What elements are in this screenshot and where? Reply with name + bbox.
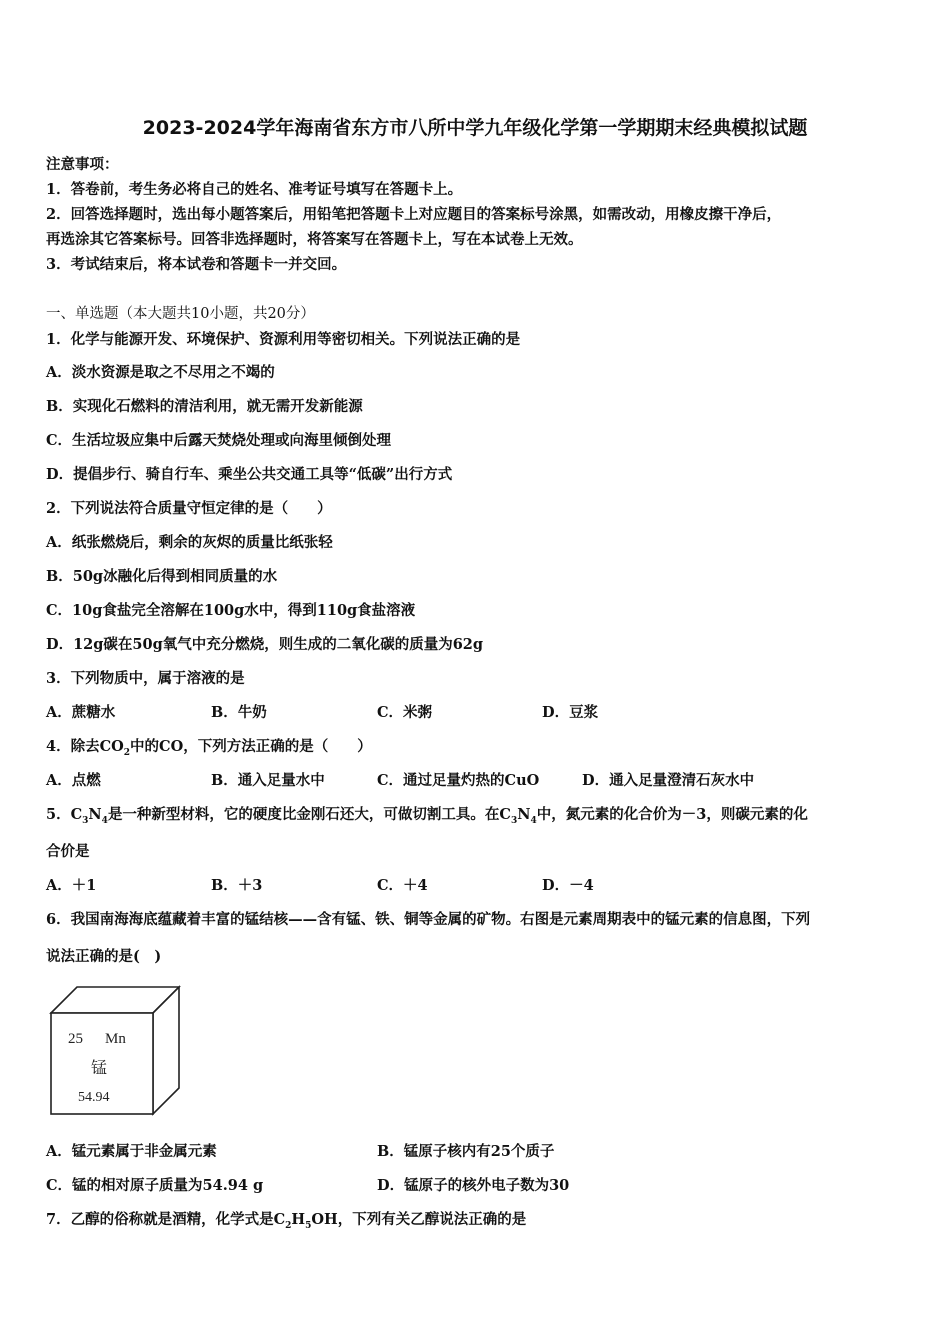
question-4-stem: 4．除去$CO_2$中的CO，下列方法正确的是（ ） bbox=[46, 738, 372, 758]
notice-item: 1．答卷前，考生务必将自己的姓名、准考证号填写在答题卡上。 bbox=[46, 181, 463, 198]
question-2-option-b: B．50g冰融化后得到相同质量的水 bbox=[46, 568, 278, 585]
question-1-option-c: C．生活垃圾应集中后露天焚烧处理或向海里倾倒处理 bbox=[46, 432, 392, 449]
question-3-option-b: B．牛奶 bbox=[211, 704, 267, 721]
question-2-option-a: A．纸张燃烧后，剩余的灰烬的质量比纸张轻 bbox=[46, 534, 333, 551]
notice-item: 再选涂其它答案标号。回答非选择题时，将答案写在答题卡上，写在本试卷上无效。 bbox=[46, 231, 583, 248]
notice-item: 2．回答选择题时，选出每小题答案后，用铅笔把答题卡上对应题目的答案标号涂黑，如需改动，用橡皮擦干净后， bbox=[46, 206, 782, 223]
question-6-option-d: D．锰原子的核外电子数为30 bbox=[377, 1177, 570, 1194]
page-title: 2023-2024学年海南省东方市八所中学九年级化学第一学期期末经典模拟试题 bbox=[142, 117, 808, 139]
element-name: 锰 bbox=[91, 1058, 108, 1077]
question-4-option-d: D．通入足量澄清石灰水中 bbox=[582, 772, 755, 789]
element-atomic-mass: 54.94 bbox=[78, 1090, 110, 1105]
question-5-option-c: C．＋4 bbox=[377, 877, 428, 894]
question-5-stem: 5．$C_3N_4$是一种新型材料，它的硬度比金刚石还大，可做切割工具。在$C_3N_4$中，氮元素的化合价为－3，则碳元素的化 bbox=[46, 806, 808, 826]
question-6-option-a: A．锰元素属于非金属元素 bbox=[46, 1143, 217, 1160]
question-4-option-c: C．通过足量灼热的CuO bbox=[377, 772, 540, 789]
question-7-stem: 7．乙醇的俗称就是酒精，化学式是$C_2H_5OH$，下列有关乙醇说法正确的是 bbox=[46, 1211, 527, 1231]
notice-heading: 注意事项： bbox=[46, 156, 119, 173]
question-1-option-a: A．淡水资源是取之不尽用之不竭的 bbox=[46, 364, 275, 381]
question-6-option-b: B．锰原子核内有25个质子 bbox=[377, 1143, 555, 1160]
question-3-option-c: C．米粥 bbox=[377, 704, 433, 721]
question-6-stem-continued: 说法正确的是( ) bbox=[46, 948, 162, 965]
question-1-stem: 1．化学与能源开发、环境保护、资源利用等密切相关。下列说法正确的是 bbox=[46, 331, 521, 348]
question-4-option-b: B．通入足量水中 bbox=[211, 772, 325, 789]
question-3-stem: 3．下列物质中，属于溶液的是 bbox=[46, 670, 245, 687]
section-heading: 一、单选题（本大题共10小题，共20分） bbox=[46, 306, 315, 322]
question-1-option-d: D．提倡步行、骑自行车、乘坐公共交通工具等“低碳”出行方式 bbox=[46, 466, 453, 483]
question-1-option-b: B．实现化石燃料的清洁利用，就无需开发新能源 bbox=[46, 398, 363, 415]
question-6-option-c: C．锰的相对原子质量为54.94 g bbox=[46, 1177, 264, 1194]
element-atomic-number: 25 bbox=[68, 1031, 83, 1047]
manganese-element-card bbox=[46, 985, 186, 1117]
question-5-option-a: A．＋1 bbox=[46, 877, 97, 894]
element-symbol: Mn bbox=[105, 1031, 126, 1047]
question-3-option-d: D．豆浆 bbox=[542, 704, 599, 721]
question-5-stem-continued: 合价是 bbox=[46, 843, 90, 860]
question-5-option-d: D．－4 bbox=[542, 877, 594, 894]
question-5-option-b: B．＋3 bbox=[211, 877, 263, 894]
question-2-stem: 2．下列说法符合质量守恒定律的是（ ） bbox=[46, 500, 332, 517]
question-2-option-c: C．10g食盐完全溶解在100g水中，得到110g食盐溶液 bbox=[46, 602, 416, 619]
question-2-option-d: D．12g碳在50g氧气中充分燃烧，则生成的二氧化碳的质量为62g bbox=[46, 636, 484, 653]
question-6-stem: 6．我国南海海底蕴藏着丰富的锰结核——含有锰、铁、铜等金属的矿物。右图是元素周期表中的锰元素的信息图，下列 bbox=[46, 911, 811, 928]
question-3-option-a: A．蔗糖水 bbox=[46, 704, 116, 721]
notice-item: 3．考试结束后，将本试卷和答题卡一并交回。 bbox=[46, 256, 347, 273]
question-4-option-a: A．点燃 bbox=[46, 772, 101, 789]
